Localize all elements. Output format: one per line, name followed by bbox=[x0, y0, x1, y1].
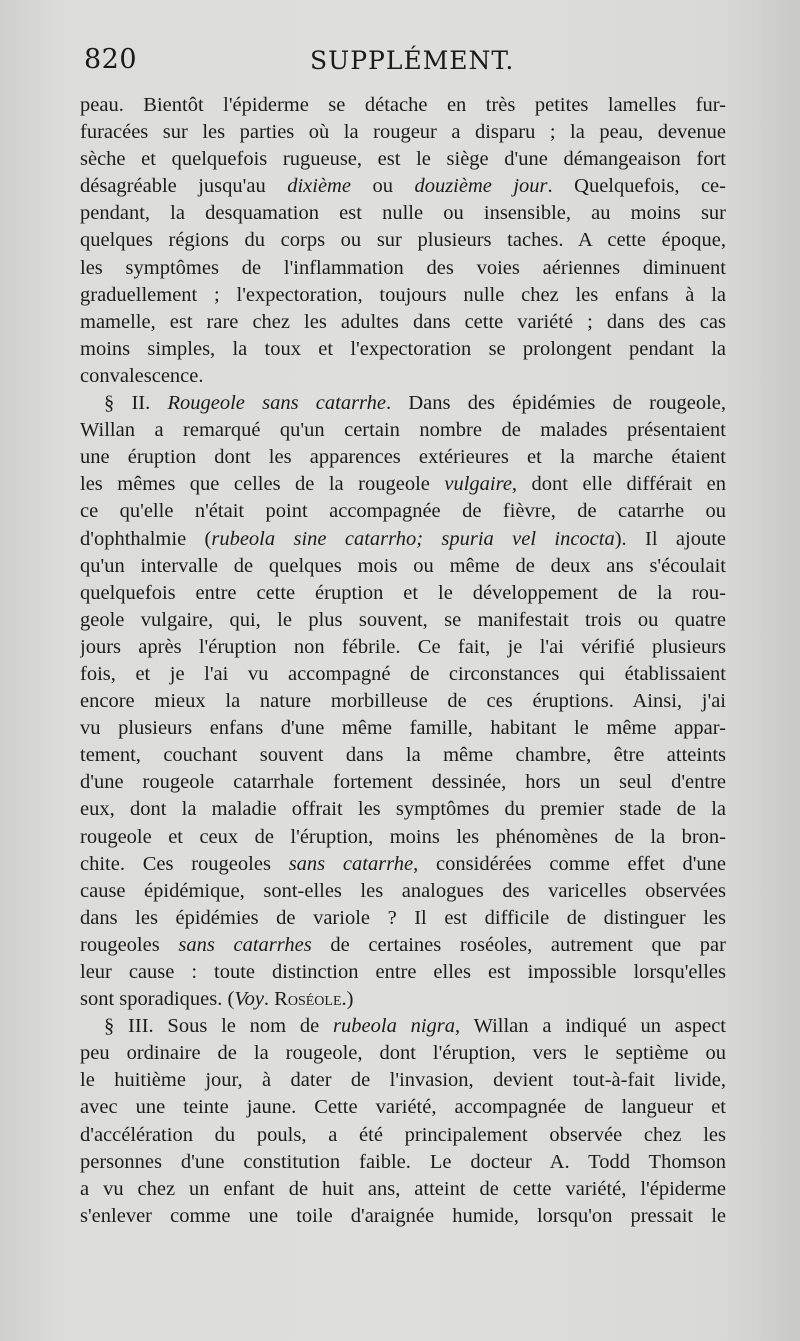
text-line bbox=[80, 986, 726, 1013]
text-line bbox=[80, 1149, 726, 1176]
text-line bbox=[80, 769, 726, 796]
text-line bbox=[80, 200, 726, 227]
text-segment: pendant, la desquamation est nulle ou insensible, au moins sur bbox=[80, 202, 726, 225]
text-segment: s'enlever comme une toile d'araignée humide, lorsqu'on pressait le bbox=[80, 1204, 726, 1227]
text-segment: rougeole et ceux de l'éruption, moins les phénomènes de la bron- bbox=[80, 825, 726, 848]
italic-text: Voy bbox=[234, 988, 264, 1011]
text-segment: peu ordinaire de la rougeole, dont l'éruption, vers le septième ou bbox=[80, 1042, 726, 1065]
italic-text: rubeola sine catarrho; spuria vel incocta bbox=[211, 527, 615, 550]
text-segment: sèche et quelquefois rugueuse, est le siège d'une démangeaison fort bbox=[80, 148, 726, 171]
italic-text: Rougeole sans catarrhe bbox=[167, 392, 387, 415]
text-line bbox=[80, 796, 726, 823]
text-line bbox=[80, 417, 726, 444]
text-segment: .) bbox=[341, 988, 354, 1011]
text-segment: vu plusieurs enfans d'une même famille, habitant le même appar- bbox=[80, 717, 726, 740]
text-line bbox=[80, 390, 726, 417]
italic-text: vulgaire bbox=[444, 473, 512, 496]
text-line bbox=[80, 1122, 726, 1149]
text-line bbox=[80, 959, 726, 986]
italic-text: douzième jour bbox=[414, 175, 548, 198]
text-segment: Willan a remarqué qu'un certain nombre de malades présentaient bbox=[80, 419, 726, 442]
text-segment: jours après l'éruption non fébrile. Ce fait, je l'ai vérifié plusieurs bbox=[80, 635, 726, 658]
text-segment: cause épidémique, sont-elles les analogues des varicelles observées bbox=[80, 879, 726, 902]
text-line bbox=[80, 282, 726, 309]
text-segment: quelques régions du corps ou sur plusieurs taches. A cette époque, bbox=[80, 229, 726, 252]
page-number: 820 bbox=[84, 44, 138, 75]
small-caps-text: Roséole bbox=[274, 988, 342, 1011]
text-line bbox=[80, 173, 726, 200]
text-line bbox=[80, 824, 726, 851]
text-line bbox=[80, 715, 726, 742]
text-segment: ). Il ajoute bbox=[614, 527, 726, 550]
text-segment: chite. Ces rougeoles bbox=[80, 852, 289, 875]
text-line bbox=[80, 526, 726, 553]
text-line bbox=[80, 1040, 726, 1067]
text-line bbox=[80, 1013, 726, 1040]
text-segment: convalescence. bbox=[80, 364, 204, 387]
text-segment: les mêmes que celles de la rougeole bbox=[80, 473, 445, 496]
text-line bbox=[80, 878, 726, 905]
text-segment: leur cause : toute distinction entre elles est impossible lorsqu'elles bbox=[80, 961, 726, 983]
text-line bbox=[80, 553, 726, 580]
text-line bbox=[80, 688, 726, 715]
text-segment: , dont elle différait en bbox=[511, 473, 726, 496]
text-segment: , Willan a indiqué un aspect bbox=[455, 1015, 726, 1038]
text-segment: eux, dont la maladie offrait les symptômes du premier stade de la bbox=[80, 798, 726, 821]
text-segment: le huitième jour, à dater de l'invasion, devient tout-à-fait livide, bbox=[80, 1069, 726, 1092]
text-line bbox=[80, 92, 726, 119]
text-segment: fois, et je l'ai vu accompagné de circonstances qui établissaient bbox=[80, 662, 726, 685]
text-line bbox=[80, 309, 726, 336]
text-line bbox=[80, 255, 726, 282]
text-segment: avec une teinte jaune. Cette variété, accompagnée de langueur et bbox=[80, 1096, 726, 1119]
text-segment: graduellement ; l'expectoration, toujours nulle chez les enfans à la bbox=[80, 283, 726, 306]
italic-text: sans catarrhe bbox=[288, 852, 414, 875]
text-line bbox=[80, 661, 726, 688]
text-segment: encore mieux la nature morbilleuse de ces éruptions. Ainsi, j'ai bbox=[80, 690, 726, 713]
text-line bbox=[80, 1203, 726, 1230]
text-segment: rougeoles bbox=[80, 933, 179, 956]
text-segment: d'accélération du pouls, a été principalement observée chez les bbox=[80, 1123, 726, 1146]
text-segment: geole vulgaire, qui, le plus souvent, se manifestait trois ou quatre bbox=[80, 608, 726, 631]
text-line bbox=[80, 1067, 726, 1094]
italic-text: rubeola nigra bbox=[333, 1015, 456, 1038]
italic-text: dixième bbox=[287, 175, 351, 198]
text-line bbox=[80, 742, 726, 769]
text-line bbox=[80, 146, 726, 173]
text-line bbox=[80, 580, 726, 607]
text-line bbox=[80, 227, 726, 254]
text-line bbox=[80, 471, 726, 498]
text-segment: tement, couchant souvent dans la même chambre, être atteints bbox=[80, 744, 726, 767]
text-line bbox=[80, 363, 726, 390]
text-segment: ou bbox=[350, 175, 415, 198]
text-segment: , considérées comme effet d'une bbox=[413, 852, 726, 875]
text-line bbox=[80, 905, 726, 932]
page-header bbox=[84, 44, 726, 84]
text-segment: les symptômes de l'inflammation des voies aériennes diminuent bbox=[80, 256, 726, 279]
text-segment: mamelle, est rare chez les adultes dans cette variété ; dans des cas bbox=[80, 310, 726, 333]
text-line bbox=[80, 119, 726, 146]
text-line bbox=[80, 336, 726, 363]
running-head-title: SUPPLÉMENT. bbox=[310, 46, 515, 75]
body-text bbox=[80, 92, 726, 1230]
text-segment: moins simples, la toux et l'expectoration se prolongent pendant la bbox=[80, 337, 726, 360]
text-segment: furacées sur les parties où la rougeur a disparu ; la peau, devenue bbox=[80, 121, 726, 144]
text-segment: ce qu'elle n'était point accompagnée de fièvre, de catarrhe ou bbox=[80, 500, 726, 523]
text-line bbox=[80, 634, 726, 661]
text-segment: a vu chez un enfant de huit ans, atteint de cette variété, l'épiderme bbox=[80, 1177, 726, 1200]
text-segment: . Quelquefois, ce- bbox=[547, 175, 726, 198]
italic-text: sans catarrhes bbox=[178, 933, 312, 956]
text-segment: § II. bbox=[104, 392, 168, 415]
text-segment: d'une rougeole catarrhale fortement dessinée, hors un seul d'entre bbox=[80, 771, 726, 794]
text-segment: désagréable jusqu'au bbox=[80, 175, 288, 198]
text-segment: sont sporadiques. ( bbox=[80, 988, 235, 1011]
text-segment: d'ophthalmie ( bbox=[80, 527, 212, 550]
text-segment: de certaines roséoles, autrement que par bbox=[311, 933, 726, 956]
text-line bbox=[80, 851, 726, 878]
text-line bbox=[80, 1094, 726, 1121]
text-line bbox=[80, 498, 726, 525]
text-segment: . Dans des épidémies de rougeole, bbox=[386, 392, 726, 415]
text-segment: personnes d'une constitution faible. Le docteur A. Todd Thomson bbox=[80, 1150, 726, 1173]
text-line bbox=[80, 1176, 726, 1203]
text-segment: une éruption dont les apparences extérieures et la marche étaient bbox=[80, 446, 726, 469]
text-segment: § III. Sous le nom de bbox=[104, 1015, 334, 1038]
text-line bbox=[80, 932, 726, 959]
text-line bbox=[80, 444, 726, 471]
text-segment: quelquefois entre cette éruption et le développement de la rou- bbox=[80, 581, 726, 604]
text-segment: peau. Bientôt l'épiderme se détache en très petites lamelles fur- bbox=[80, 94, 726, 116]
text-segment: dans les épidémies de variole ? Il est difficile de distinguer les bbox=[80, 906, 726, 929]
text-line bbox=[80, 607, 726, 634]
text-segment: qu'un intervalle de quelques mois ou même de deux ans s'écoulait bbox=[80, 554, 726, 577]
text-segment: . bbox=[263, 988, 275, 1011]
